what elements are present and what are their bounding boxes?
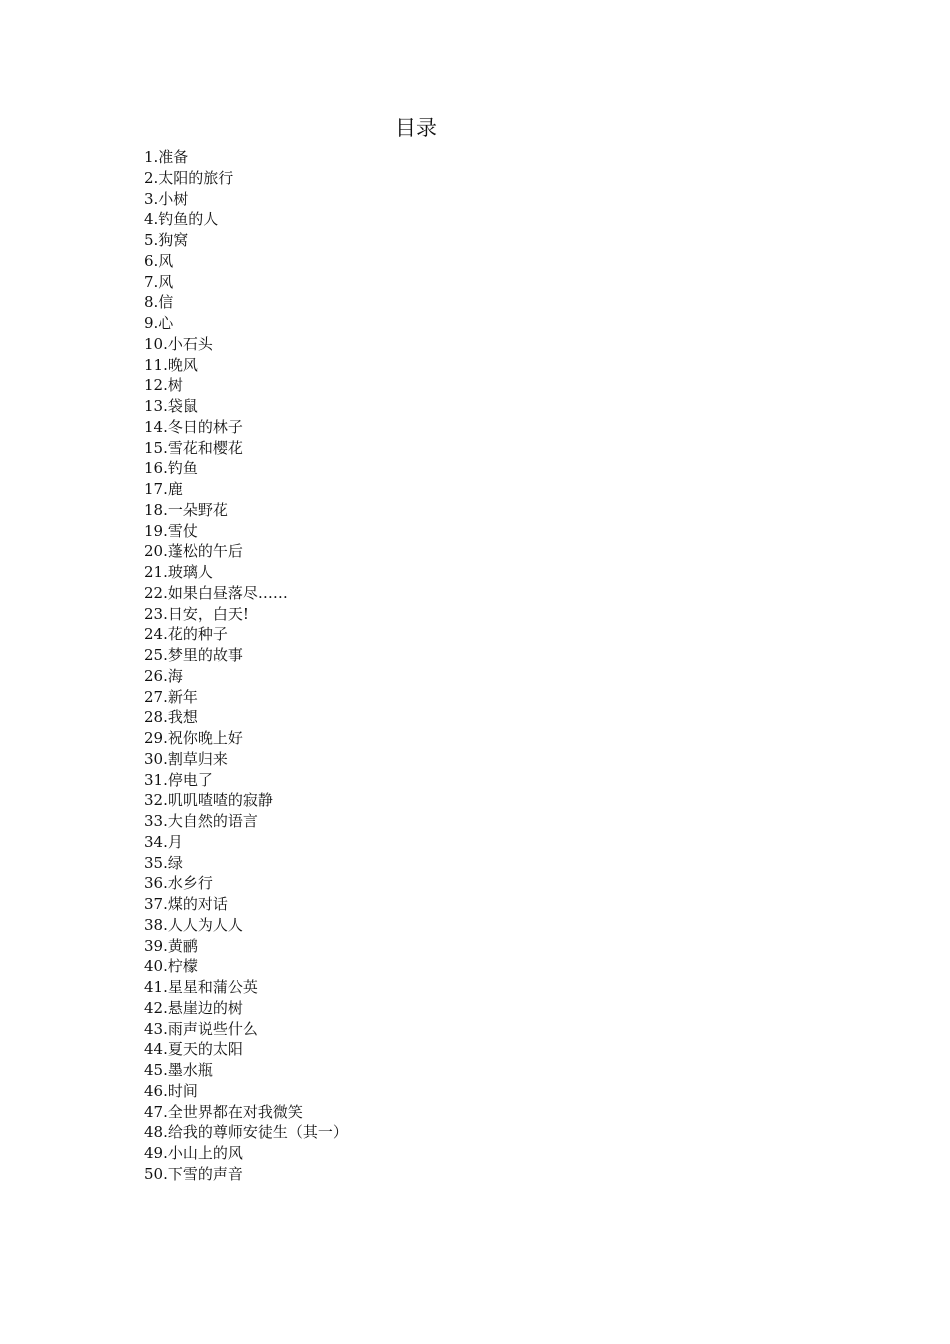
toc-item[interactable]: 32.叽叽喳喳的寂静 [144,791,273,810]
toc-item[interactable]: 28.我想 [144,708,198,727]
toc-item[interactable]: 34.月 [144,832,183,851]
toc-item[interactable]: 29.祝你晚上好 [144,729,243,747]
toc-item[interactable]: 19.雪仗 [144,521,198,540]
toc-item[interactable]: 44.夏天的太阳 [144,1040,243,1059]
toc-item[interactable]: 40.柠檬 [144,957,198,976]
toc-item[interactable]: 18.一朵野花 [144,500,228,519]
toc-item[interactable]: 13.袋鼠 [144,397,198,415]
toc-item[interactable]: 38.人人为人人 [144,915,243,934]
toc-item[interactable]: 17.鹿 [144,480,183,498]
toc-item[interactable]: 50.下雪的声音 [144,1164,243,1183]
toc-item[interactable]: 3.小树 [144,189,189,208]
toc-item[interactable]: 22.如果白昼落尽…… [144,583,288,602]
toc-item[interactable]: 41.星星和蒲公英 [144,978,258,996]
toc-item[interactable]: 36.水乡行 [144,874,213,893]
toc-item[interactable]: 39.黄鹂 [144,936,198,955]
toc-item[interactable]: 15.雪花和樱花 [144,438,243,457]
toc-item[interactable]: 33.大自然的语言 [144,812,258,830]
toc-item[interactable]: 37.煤的对话 [144,895,228,913]
toc-item[interactable]: 25.梦里的故事 [144,646,243,664]
toc-item[interactable]: 45.墨水瓶 [144,1061,213,1079]
toc-item[interactable]: 47.全世界都在对我微笑 [144,1102,303,1121]
toc-item[interactable]: 16.钓鱼 [144,459,198,478]
toc-item[interactable]: 35.绿 [144,853,183,872]
toc-item[interactable]: 48.给我的尊师安徒生（其一） [144,1123,348,1142]
toc-item[interactable]: 7.风 [144,272,174,291]
toc-item[interactable]: 2.太阳的旅行 [144,168,234,187]
toc-item[interactable]: 24.花的种子 [144,625,228,644]
toc-item[interactable]: 12.树 [144,376,183,395]
toc-item[interactable]: 21.玻璃人 [144,563,213,581]
toc-item[interactable]: 42.悬崖边的树 [144,998,243,1017]
toc-item[interactable]: 8.信 [144,293,174,312]
toc-item[interactable]: 27.新年 [144,687,198,706]
toc-item[interactable]: 14.冬日的林子 [144,417,243,436]
toc-item[interactable]: 30.割草归来 [144,749,228,768]
toc-item[interactable]: 10.小石头 [144,334,213,353]
toc-item[interactable]: 20.蓬松的午后 [144,542,243,561]
page-title: 目录 [395,116,437,140]
toc-item[interactable]: 6.风 [144,251,174,270]
toc-item[interactable]: 1.准备 [144,148,189,166]
toc-item[interactable]: 9.心 [144,314,174,332]
toc-item[interactable]: 5.狗窝 [144,231,189,249]
toc-item[interactable]: 49.小山上的风 [144,1144,243,1162]
toc-list [144,147,348,1185]
toc-item[interactable]: 4.钓鱼的人 [144,210,219,229]
toc-item[interactable]: 11.晚风 [144,355,198,374]
toc-item[interactable]: 31.停电了 [144,770,213,789]
toc-item[interactable]: 26.海 [144,666,183,685]
toc-item[interactable]: 46.时间 [144,1081,198,1100]
toc-item[interactable]: 43.雨声说些什么 [144,1019,258,1038]
toc-item[interactable]: 23.日安，白天! [144,604,249,623]
